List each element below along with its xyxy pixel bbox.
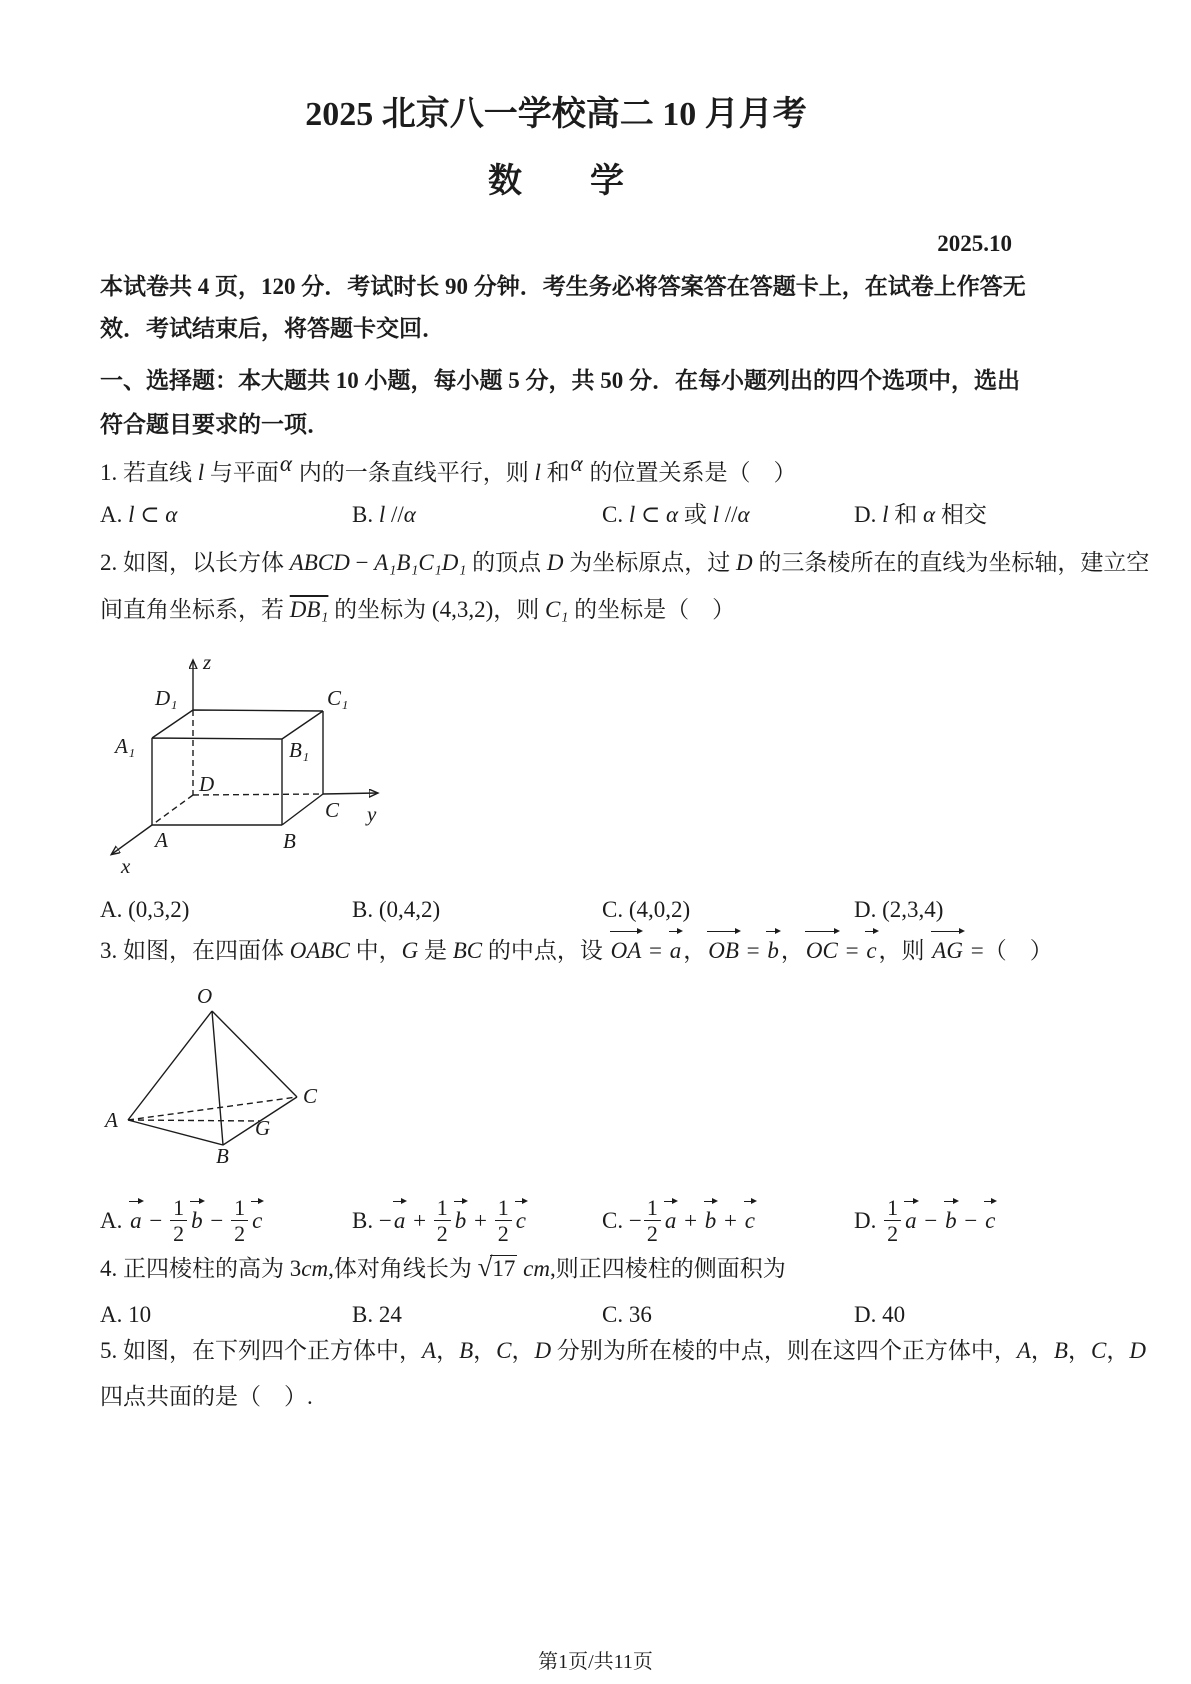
q4-option-b: B. 24 bbox=[352, 1302, 402, 1327]
vertex-label-d1: D₁ bbox=[155, 686, 178, 710]
q3-option-b: B. −a + $\frac{1}{2}$ b + $\frac{1}{2}$ c bbox=[352, 1195, 526, 1247]
x-axis bbox=[112, 825, 152, 854]
q4-options bbox=[100, 1300, 1080, 1330]
axis-label-y: y bbox=[367, 802, 377, 826]
subject-title: 数 学 bbox=[488, 163, 624, 200]
vertex-label-o: O bbox=[197, 985, 213, 1008]
vertex-label-a: A bbox=[155, 828, 168, 852]
q1-stem: 1. 若直线 l 与平面α 内的一条直线平行，则 l 和α 的位置关系是（ ） bbox=[100, 451, 797, 485]
q1-options bbox=[100, 500, 1080, 530]
exam-date: 2025.10 bbox=[937, 231, 1012, 256]
q4-stem: 4. 正四棱柱的高为 3cm,体对角线长为 √17 cm,则正四棱柱的侧面积为 bbox=[100, 1252, 786, 1282]
axis-label-x: x bbox=[121, 854, 131, 878]
cuboid-dashed-edges bbox=[152, 710, 323, 825]
q4-option-c: C. 36 bbox=[602, 1302, 652, 1327]
q2-option-d: D. (2,3,4) bbox=[854, 897, 944, 922]
q3-option-c: C. − $\frac{1}{2}$ a + b + c bbox=[602, 1195, 755, 1247]
figure-tetrahedron bbox=[95, 985, 335, 1180]
vertex-label-c: C bbox=[325, 798, 340, 822]
page-title: 2025 北京八一学校高二 10 月月考 bbox=[305, 96, 807, 133]
section-heading-line1: 一、选择题：本大题共 10 小题，每小题 5 分，共 50 分．在每小题列出的四个选项中，选出 bbox=[100, 368, 1020, 393]
q5-stem-line2: 四点共面的是（ ）. bbox=[100, 1384, 313, 1409]
axis-label-z: z bbox=[203, 650, 212, 674]
section-heading-line2: 符合题目要求的一项． bbox=[100, 412, 330, 437]
q1-option-b: B. l //α bbox=[352, 502, 416, 527]
q2-options bbox=[100, 895, 1080, 925]
q2-stem-line1: 2. 如图，以长方体 ABCD − A₁B₁C₁D₁ 的顶点 D 为坐标原点，过 D 的三条棱所在的直线为坐标轴，建立空 bbox=[100, 550, 1150, 575]
q3-options bbox=[100, 1195, 1080, 1247]
q3-option-a: A. a − $\frac{1}{2}$ b − $\frac{1}{2}$ c bbox=[100, 1195, 263, 1247]
vertex-label-b: B bbox=[216, 1144, 229, 1168]
vertex-label-b1: B₁ bbox=[289, 738, 310, 762]
vertex-label-g: G bbox=[255, 1116, 271, 1140]
q2-stem-line2: 间直角坐标系，若 DB₁ 的坐标为 (4,3,2)，则 C₁ 的坐标是（ ） bbox=[100, 597, 736, 622]
figure-cuboid bbox=[95, 643, 395, 878]
q4-option-a: A. 10 bbox=[100, 1302, 152, 1327]
y-axis bbox=[323, 793, 377, 794]
vertex-label-d: D bbox=[199, 772, 215, 796]
q2-option-b: B. (0,4,2) bbox=[352, 897, 441, 922]
q3-option-d: D. $\frac{1}{2}$ a − b − c bbox=[854, 1195, 996, 1247]
tetrahedron-dashed-edges bbox=[128, 1097, 297, 1121]
q2-option-a: A. (0,3,2) bbox=[100, 897, 190, 922]
vertex-label-b: B bbox=[283, 829, 296, 853]
vertex-label-a1: A₁ bbox=[115, 734, 136, 758]
tetrahedron-solid-edges bbox=[128, 1011, 297, 1145]
vertex-label-a: A bbox=[105, 1108, 118, 1132]
q4-option-d: D. 40 bbox=[854, 1302, 906, 1327]
vertex-label-c1: C₁ bbox=[327, 686, 349, 710]
q5-stem-line1: 5. 如图，在下列四个正方体中，A，B，C，D 分别为所在棱的中点，则在这四个正方体中，A，B，C，D bbox=[100, 1338, 1146, 1363]
q2-option-c: C. (4,0,2) bbox=[602, 897, 691, 922]
exam-notice-line2: 效．考试结束后，将答题卡交回． bbox=[100, 316, 445, 341]
page-footer: 第1页/共11页 bbox=[538, 1651, 653, 1673]
vertex-label-c: C bbox=[303, 1084, 318, 1108]
exam-notice-line1: 本试卷共 4 页，120 分．考试时长 90 分钟．考生务必将答案答在答题卡上，在试卷上作答无 bbox=[100, 274, 1026, 299]
q1-option-a: A. l ⊂ α bbox=[100, 502, 178, 527]
cuboid-solid-edges bbox=[152, 710, 323, 825]
q1-option-d: D. l 和 α 相交 bbox=[854, 502, 987, 527]
q1-option-c: C. l ⊂ α 或 l //α bbox=[602, 502, 750, 527]
q3-stem: 3. 如图，在四面体 OABC 中，G 是 BC 的中点，设 OA = a，OB = b，OC = c，则 AG =（ ） bbox=[100, 936, 1053, 966]
